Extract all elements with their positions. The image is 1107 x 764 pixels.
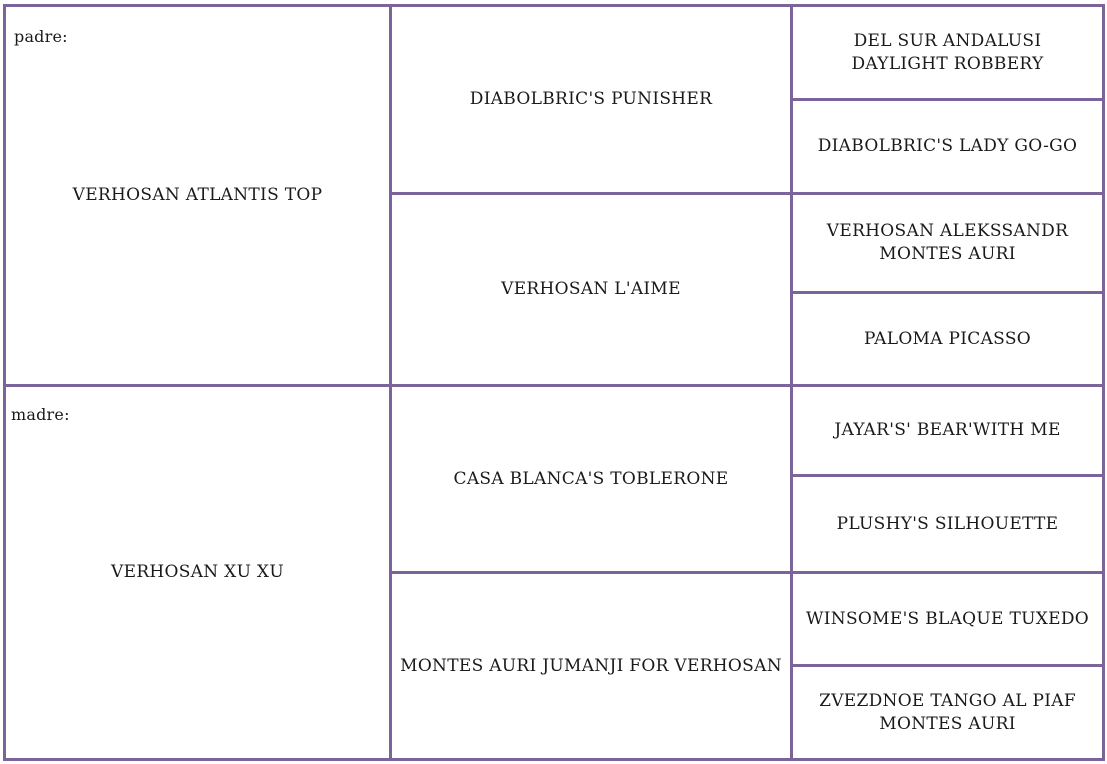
- sire-name: [6, 7, 389, 384]
- ggp-2: [793, 101, 1102, 192]
- paternal-granddam: [392, 195, 790, 384]
- ggp-1: [793, 7, 1102, 98]
- dam-role-label: madre:: [11, 405, 70, 424]
- maternal-grandsire: [392, 387, 790, 571]
- dam-name-text: VERHOSAN XU XU: [111, 562, 284, 582]
- ggp-5: [793, 387, 1102, 474]
- ggp-8-line-2: MONTES AURI: [879, 713, 1016, 734]
- ggp-8: [793, 667, 1102, 758]
- ggp-2-text: DIABOLBRIC'S LADY GO-GO: [817, 136, 1078, 156]
- sire-name-text: VERHOSAN ATLANTIS TOP: [72, 185, 323, 205]
- pedigree-table: [3, 4, 1105, 761]
- ggp-6-text: PLUSHY'S SILHOUETTE: [836, 513, 1059, 534]
- ggp-5-text: JAYAR'S' BEAR'WITH ME: [834, 420, 1061, 440]
- ggp-1-line-2: DAYLIGHT ROBBERY: [851, 53, 1044, 74]
- ggp-6: [793, 477, 1102, 571]
- maternal-granddam-text: MONTES AURI JUMANJI FOR VERHOSAN: [400, 655, 782, 676]
- ggp-3-line-1: VERHOSAN ALEKSSANDR: [826, 221, 1069, 241]
- ggp-3: [793, 195, 1102, 291]
- paternal-granddam-text: VERHOSAN L'AIME: [501, 279, 681, 299]
- ggp-3-line-2: MONTES AURI: [879, 244, 1016, 264]
- maternal-granddam: [392, 574, 790, 758]
- ggp-7: [793, 574, 1102, 664]
- ggp-7-text: WINSOME'S BLAQUE TUXEDO: [806, 608, 1089, 629]
- ggp-8-line-1: ZVEZDNOE TANGO AL PIAF: [819, 690, 1076, 711]
- dam-name: [6, 387, 389, 758]
- ggp-4: [793, 294, 1102, 384]
- maternal-grandsire-text: CASA BLANCA'S TOBLERONE: [453, 468, 729, 489]
- sire-role-label: padre:: [14, 27, 68, 46]
- ggp-4-text: PALOMA PICASSO: [863, 328, 1032, 349]
- paternal-grandsire-text: DIABOLBRIC'S PUNISHER: [469, 89, 713, 109]
- paternal-grandsire: [392, 7, 790, 192]
- ggp-1-line-1: DEL SUR ANDALUSI: [853, 30, 1042, 51]
